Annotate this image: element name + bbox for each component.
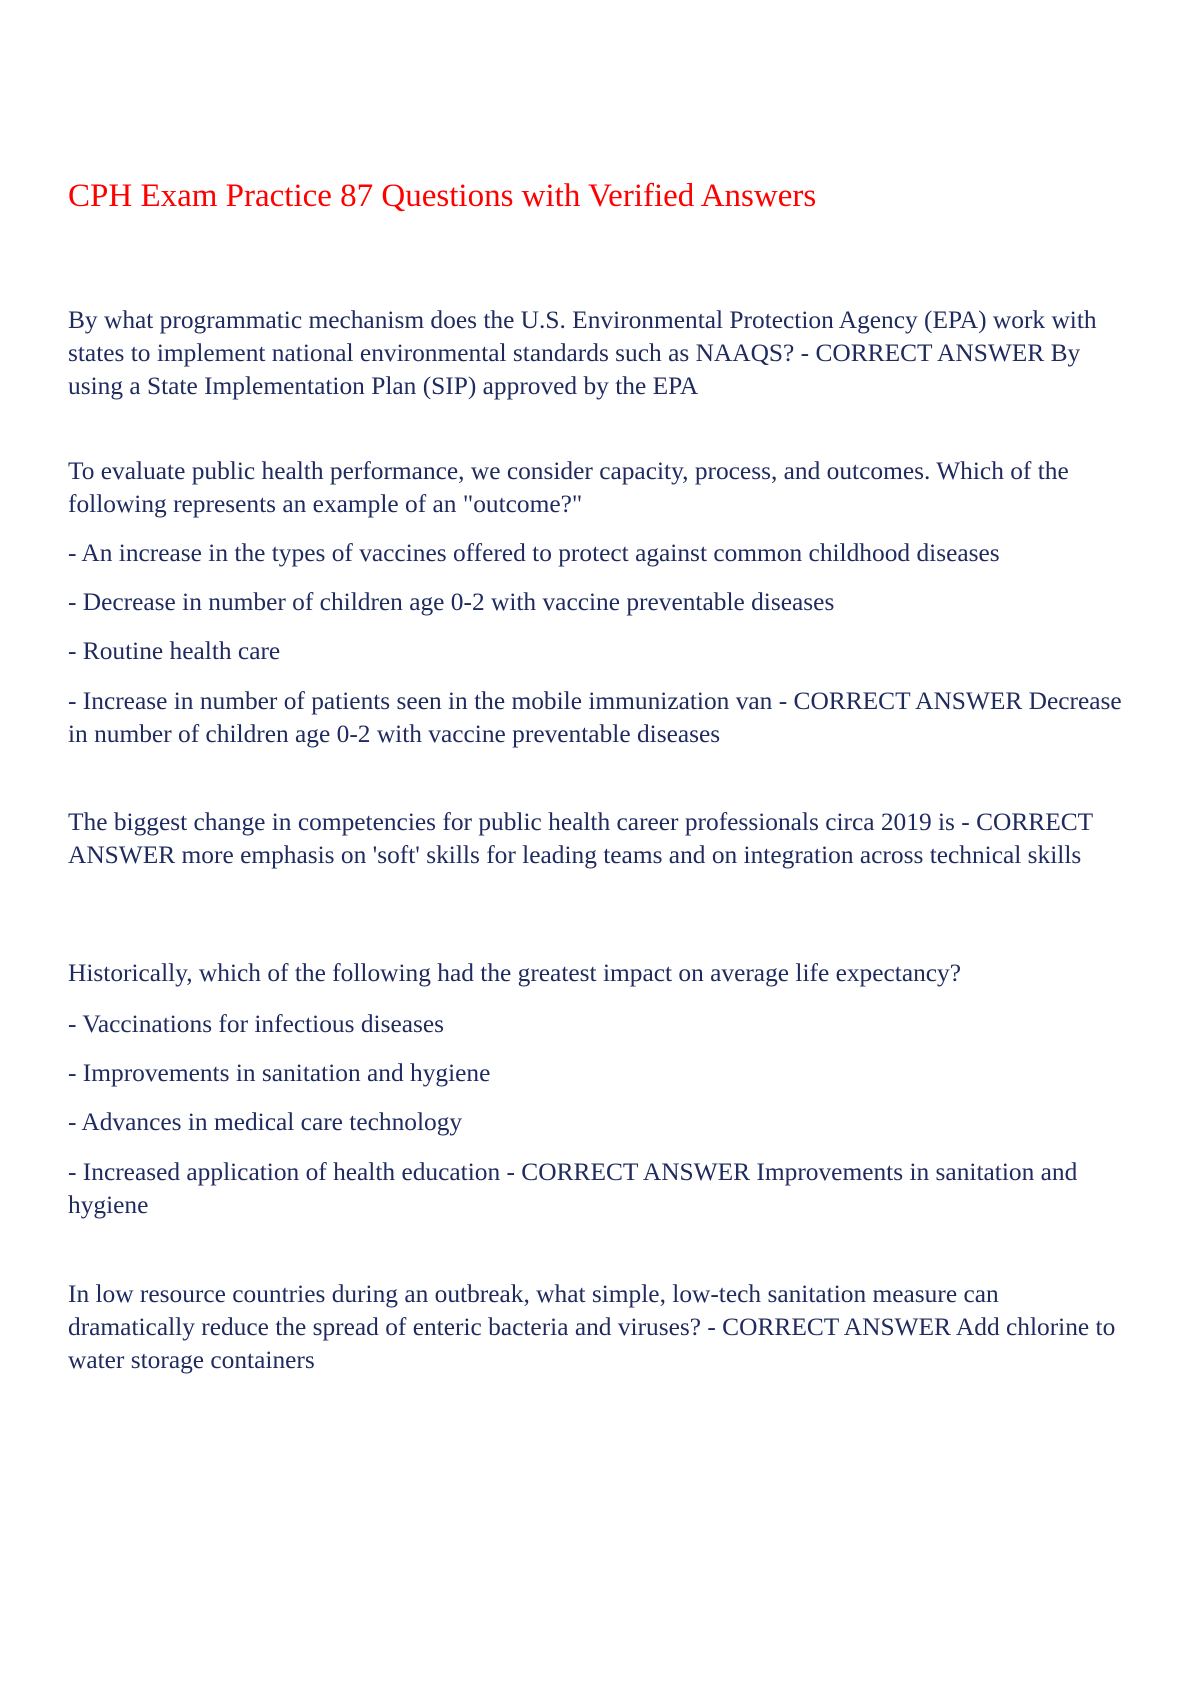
question-4-option-1: - Vaccinations for infectious diseases xyxy=(68,1010,445,1038)
document-title: CPH Exam Practice 87 Questions with Verified Answers xyxy=(68,178,817,214)
question-4-option-4: - Increased application of health education - CORRECT ANSWER Improvements in sanitation and hygiene xyxy=(68,1158,1078,1219)
question-2-text: To evaluate public health performance, we consider capacity, process, and outcomes. Which of the following represents an example of an "outcome?" xyxy=(68,457,1069,518)
question-3-text: The biggest change in competencies for public health career professionals circa 2019 is - CORRECT ANSWER more emphasis on 'soft' skills for leading teams and on integration across technical skills xyxy=(68,808,1093,869)
question-2-option-4: - Increase in number of patients seen in the mobile immunization van - CORRECT ANSWER Decrease in number of children age 0-2 with vaccine preventable diseases xyxy=(68,687,1122,748)
question-4-text: Historically, which of the following had the greatest impact on average life expectancy? xyxy=(68,959,962,987)
question-4-option-2: - Improvements in sanitation and hygiene xyxy=(68,1059,491,1087)
question-2-option-3: - Routine health care xyxy=(68,637,281,665)
question-2-option-1: - An increase in the types of vaccines offered to protect against common childhood diseases xyxy=(68,539,1000,567)
question-4-option-3: - Advances in medical care technology xyxy=(68,1108,463,1136)
question-2-option-2: - Decrease in number of children age 0-2 with vaccine preventable diseases xyxy=(68,588,835,616)
question-5-text: In low resource countries during an outbreak, what simple, low-tech sanitation measure can dramatically reduce the spread of enteric bacteria and viruses? - CORRECT ANSWER Add chlorine to water storage containers xyxy=(68,1280,1116,1374)
question-1-text: By what programmatic mechanism does the U.S. Environmental Protection Agency (EPA) work with states to implement national environmental standards such as NAAQS? - CORRECT ANSWER By using a State Implementation Plan (SIP) approved by the EPA xyxy=(68,306,1097,400)
